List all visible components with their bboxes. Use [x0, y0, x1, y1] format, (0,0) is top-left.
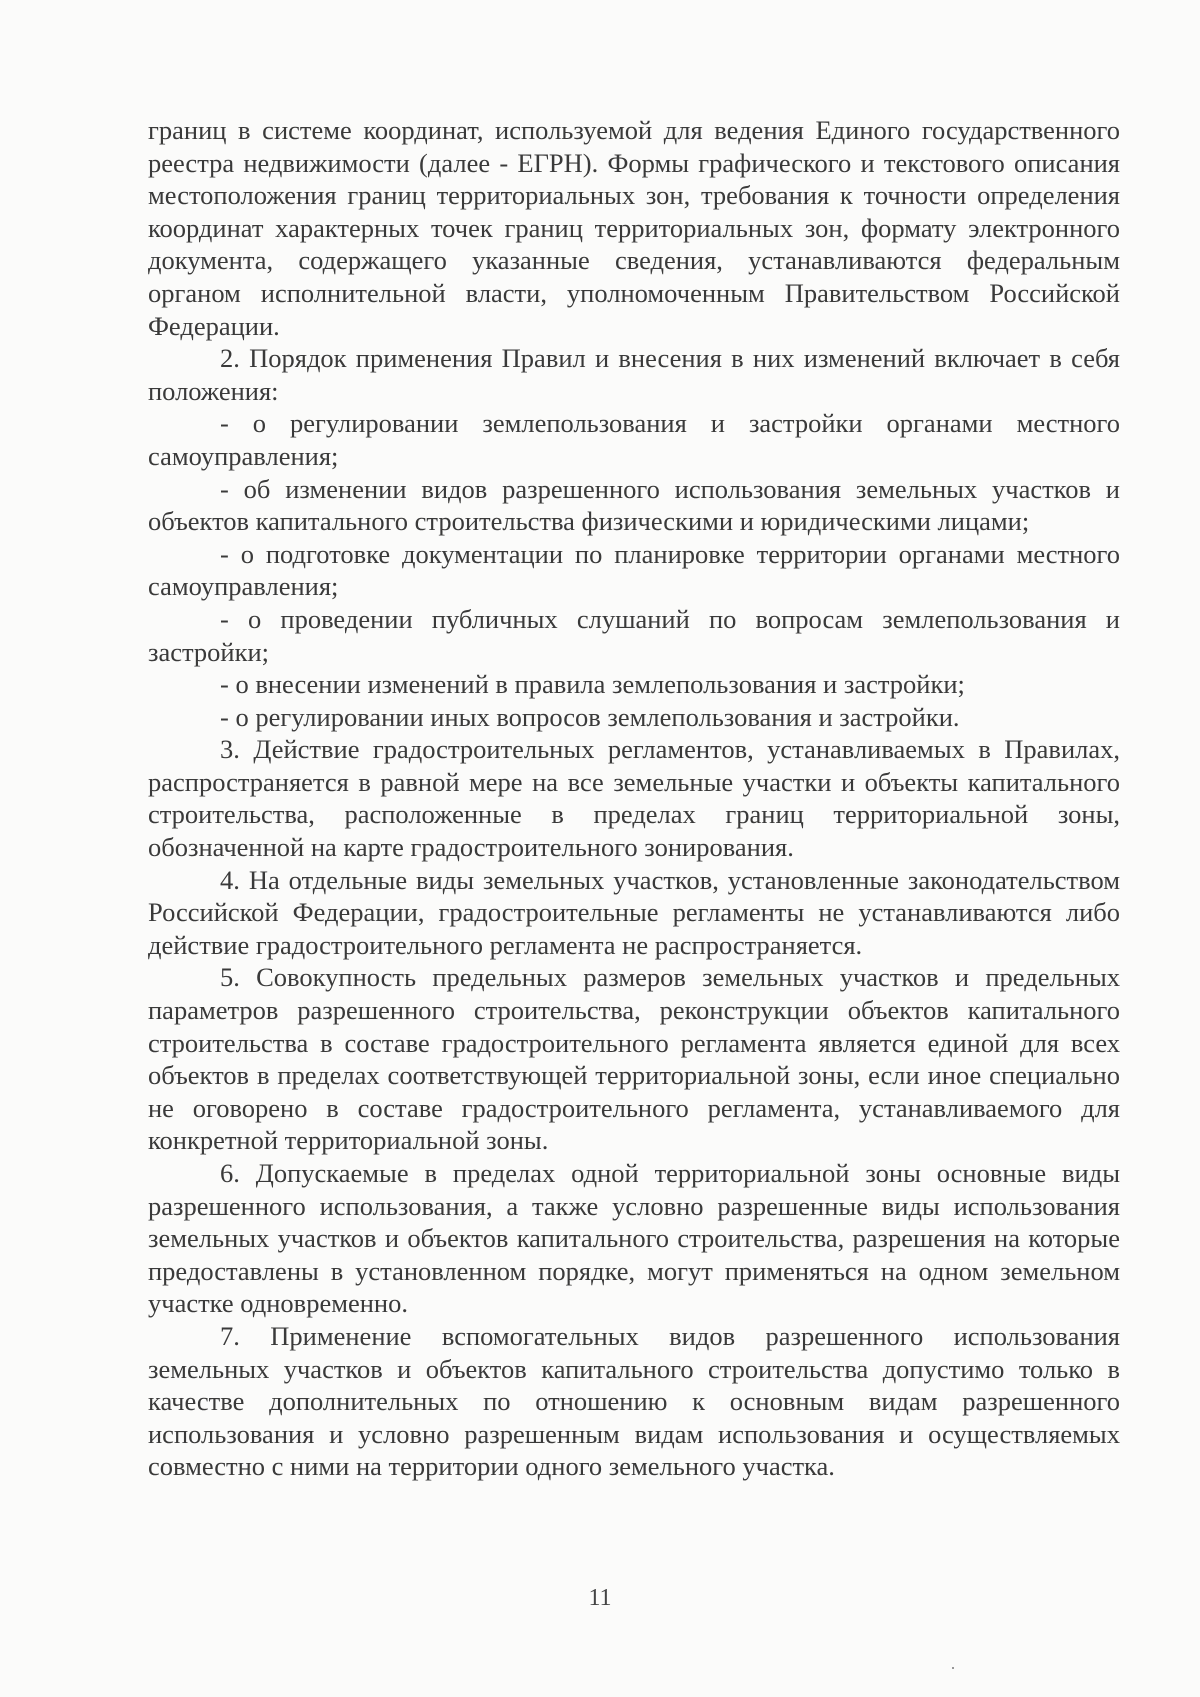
- list-item-local-government: - о регулировании землепользования и застройки органами местного самоуправления;: [148, 408, 1120, 471]
- paragraph-4: 4. На отдельные виды земельных участков, установленные законодательством Российской Федерации, градостроительные регламенты не устанавливаются либо действие градостроительного регламента не распространяется.: [148, 864, 1120, 960]
- list-item-other-issues: - о регулировании иных вопросов землепользования и застройки.: [220, 701, 960, 732]
- paragraph-6: 6. Допускаемые в пределах одной территориальной зоны основные виды разрешенного использования, а также условно разрешенные виды использования земельных участков и объектов капитального строительства, разрешения на которые предоставлены в установленном порядке, могут применяться на одном земельном участке одновременно.: [148, 1158, 1120, 1319]
- list-item-change-of-use: - об изменении видов разрешенного использования земельных участков и объектов капитального строительства физическими и юридическими лицами;: [148, 473, 1120, 537]
- paragraph-3: 3. Действие градостроительных регламентов, устанавливаемых в Правилах, распространяется в равной мере на все земельные участки и объекты капитального строительства, расположенные в пределах границ территориальной зоны, обозначенной на карте градостроительного зонирования.: [148, 734, 1120, 863]
- page-number: 11: [588, 1585, 612, 1611]
- paragraph-5: 5. Совокупность предельных размеров земельных участков и предельных параметров разрешенного строительства, реконструкции объектов капитального строительства в составе градостроительного регламента является единой для всех объектов в пределах соответствующей территориальной зоны, если иное специально не оговорено в составе градостроительного регламента, устанавливаемого для конкретной территориальной зоны.: [148, 962, 1120, 1156]
- paragraph-2: 2. Порядок применения Правил и внесения в них изменений включает в себя положения:: [148, 343, 1120, 406]
- list-item-planning-docs: - о подготовке документации по планировке территории органами местного самоуправления;: [148, 538, 1120, 602]
- document-body: [148, 114, 1120, 1483]
- list-item-public-hearings: - о проведении публичных слушаний по вопросам землепользования и застройки;: [148, 603, 1120, 667]
- list-item-amendments: - о внесении изменений в правила землепользования и застройки;: [220, 669, 965, 700]
- paragraph-continuation: границ в системе координат, используемой для ведения Единого государственного реестра недвижимости (далее - ЕГРН). Формы графического и текстового описания местоположения границ территориальных зон, требования к точности определения координат характерных точек границ территориальных зон, формату электронного документа, содержащего указанные сведения, устанавливаются федеральным органом исполнительной власти, уполномоченным Правительством Российской Федерации.: [148, 115, 1120, 341]
- paragraph-7: 7. Применение вспомогательных видов разрешенного использования земельных участков и объектов капитального строительства допустимо только в качестве дополнительных по отношению к основным видам разрешенного использования и условно разрешенным видам использования и осуществляемых совместно с ними на территории одного земельного участка.: [148, 1320, 1120, 1482]
- scan-speck: [952, 1667, 954, 1669]
